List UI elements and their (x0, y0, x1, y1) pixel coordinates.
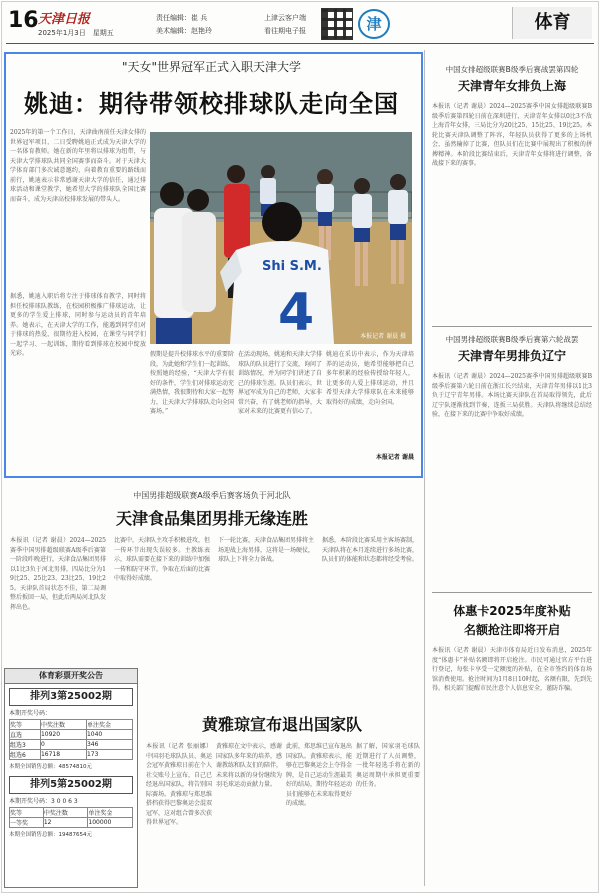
lottery-panel (4, 668, 138, 888)
lead-column-4: 姚迪在采访中表示，作为天津培养的运动员，她希望能够把自己多年积累的经验传授给年轻人，让更多的人爱上排球运动，并且希望天津大学排球队在未来能够取得好的成绩，走向全国。 (326, 351, 414, 406)
bottom-column-3: 此前，郑思维已宣布退出国家队。黄雅琼表示，能够在巴黎奥运会上夺得金牌，是自己运动生涯最美好的结局，期待年轻运动员们能够在未来取得更好的成绩。 (286, 743, 352, 807)
lead-byline: 本报记者 谢晨 (375, 454, 414, 461)
right-column-3 (428, 602, 596, 882)
story1-kicker: 中国女排超级联赛B级季后赛战罢第四轮 (445, 65, 579, 74)
mid-kicker: 中国男排超级联赛A级季后赛客场负于河北队 (133, 491, 291, 500)
mid-column-3: 下一轮比赛，天津食品集团男排将主场迎战上海男排，这将是一场硬仗，球队上下将全力备战。 (218, 537, 314, 563)
mid-column-1: 本报讯（记者 谢晨）2024—2025赛季中国男排超级联赛A级季后赛第一阶段昨晚进行，天津食品集团男排以1比3负于河北男排，四局比分为19比25、25比23、23比25、19比25。天津队首局状态不佳，第二局调整后扳回一局，但此后两局河北队发挥出色。 (10, 537, 106, 611)
bottom-headline: 黄雅琼宣布退出国家队 (201, 715, 362, 734)
photo-illustration (150, 132, 412, 344)
story3-headline-2: 名额抢注即将开启 (463, 623, 560, 637)
jin-logo-icon: 津 (358, 9, 390, 39)
qr-code-icon[interactable] (321, 8, 353, 40)
table-row: 直选 10920 1040 (10, 730, 133, 740)
table-row: 组选3 0 346 (10, 740, 133, 750)
client-line-1: 上津云客户端 (264, 14, 306, 22)
right-column-2 (428, 334, 596, 552)
lead-headline: 姚迪：期待带领校排球队走向全国 (24, 90, 399, 118)
story1-headline: 天津青年女排负上海 (457, 79, 566, 93)
lead-column-2: 假期是提升校排球水平的重要阶段，为此她和学生们一起训练，按照她的经验，“天津大学有很好的条件，学生们对排球运动充满热情，我很期待和大家一起努力，让天津大学排球队走向全国赛场。” (150, 351, 234, 415)
mid-column-2: 比赛中，天津队主攻手积极进攻，但一传环节出现失误较多。主教练表示，球队需要在接下来的训练中加强一传和防守环节，争取在后面的比赛中取得好成绩。 (114, 537, 210, 582)
p3-caption: 本期开奖号码： (9, 710, 52, 717)
right-separator-2 (432, 592, 592, 593)
lead-column-1: 2025年的第一个工作日，天津曲南前任天津女排的世界冠军项目，二日受聘姚迪正式成为天津大学的一名体育教师。她在新的年里将以排球为纽带，与天津大学排球队共同全国赛事而奋斗。对于天津大学体育部门多次诚意邀约，向着教育重要的路线而前行，姚迪表示非常感谢天津大学的信任，通过排球活动和课堂教学，她希望大学的排球队全国比赛而奋斗，成为天津高校排球发展的带头人。 (10, 129, 146, 203)
lottery-title: 体育彩票开奖公告 (5, 669, 137, 684)
table-row: 组选6 16718 173 (10, 750, 133, 760)
story2-headline: 天津青年男排负辽宁 (457, 349, 566, 363)
mid-column-4: 据悉，本阶段比赛采用主客场赛制，天津队将在本月连续进行多场比赛，队员们的体能和状态都将经受考验。 (322, 537, 418, 563)
section-title: 体育 (512, 7, 592, 39)
table-row: 奖等 中奖注数 单注奖金 (10, 720, 133, 730)
story1-body: 本报讯（记者 谢晨）2024—2025赛季中国女排超级联赛B级季后赛第四轮日前在深圳进行，天津青年女排以0比3不敌上海青年女排，三局比分为20比25、15比25、19比25。本轮比赛天津队调整了阵容，年轻队员获得了更多的上场机会，虽然输掉了比赛，但队员们在比赛中展现出了积极的拼搏精神。本阶段比赛结束后，天津青年女排将进行调整，备战接下来的赛事。 (432, 103, 592, 167)
editor-line: 责任编辑：崔 兵 (156, 14, 208, 22)
story3-body: 本报讯（记者 谢晨）天津市体育局近日发布消息，2025年度“体惠卡”补贴名额即将开启抢注。市民可通过官方平台进行登记，每张卡享受一定额度的补贴，在全市签约的体育场馆消费使用。抢注时间为1月8日10时起，名额有限，先到先得。相关部门提醒市民注意个人信息安全，谨防诈骗。 (432, 647, 592, 692)
bottom-column-2: 黄雅琼在文中表示，感谢国家队多年来的培养，感谢教练和队友们的陪伴，未来将以新的身份继续为羽毛球运动贡献力量。 (216, 743, 282, 788)
editors-block (156, 12, 236, 38)
mid-headline: 天津食品集团男排无缘连胜 (115, 509, 308, 528)
story2-body: 本报讯（记者 谢晨）2024—2025赛季中国男排超级联赛B级季后赛第六轮日前在浙江长兴结束，天津青年男排以1比3负于辽宁青年男排。本场比赛天津队在首局取得领先，此后辽宁队逐渐找到节奏，连扳三局获胜。天津队将继续总结经验，在接下来的比赛中争取好成绩。 (432, 373, 592, 418)
table-row: 奖等 中奖注数 单注奖金 (10, 808, 133, 818)
page-number: 16 (8, 8, 39, 33)
lead-column-1b: 据悉，姚迪入职后将专注于排球体育教学，同时将担任校排球队教练，在校园积极推广排球运动，让更多的学生爱上排球，同时参与运动员的青年培养。她表示，在天津大学的工作，能遇到同学们对于排球的热爱，很期待进入校园，在课堂与同学们一起学习、一起训练，期待看到排球在校园中绽放光彩。 (10, 293, 146, 357)
page-header (6, 4, 594, 44)
table-row: 一等奖 12 100000 (10, 818, 133, 828)
jersey-name: Shi S.M. (262, 259, 322, 274)
right-separator-1 (432, 326, 592, 327)
column-rule (424, 50, 425, 886)
lead-kicker: "天女"世界冠军正式入职天津大学 (121, 60, 302, 74)
p3-note: 本期全国销售总额：48574810元 (9, 764, 92, 770)
art-editor-line: 美术编辑：赵艳玲 (156, 27, 212, 35)
bottom-column-4: 据了解，国家羽毛球队近期进行了人员调整，一批年轻选手将在新的奥运周期中承担更重要的任务。 (356, 743, 420, 788)
issue-date: 2025年1月3日 星期五 (38, 29, 114, 37)
p5-note: 本期全国销售总额：19487654元 (9, 832, 92, 838)
story3-headline-1: 体惠卡2025年度补贴 (453, 604, 571, 618)
jersey-number: 4 (278, 283, 315, 343)
p5-table (9, 807, 133, 828)
lead-column-3: 在活动现场，姚迪和天津大学排球队的队员进行了交流，询问了训练情况，并为同学们讲述了自己的排球生涯。队员们表示，世界冠军成为自己的老师，大家非常兴奋，有了姚老师的指导，大家对未来的比赛更有信心了。 (238, 351, 322, 415)
masthead: 天津日报 (38, 12, 91, 27)
client-line-2: 看往期电子报 (264, 27, 306, 35)
p5-caption: 本期开奖号码：3 0 0 6 3 (9, 798, 78, 805)
p5-title: 排列5第25002期 (9, 776, 133, 794)
client-block (264, 12, 326, 38)
bottom-column-1: 本报讯（记者 张丽娜）中国羽毛球队队员、奥运会冠军黄雅琼日前在个人社交账号上宣布，自己已经退出国家队，将告别国际赛场。黄雅琼与郑思维搭档获得巴黎奥运会混双冠军，这对组合曾多次获得世界冠军。 (146, 743, 212, 826)
right-column (428, 52, 596, 294)
p3-table (9, 719, 133, 760)
volleyball-team-photo (150, 132, 412, 344)
p3-title: 排列3第25002期 (9, 688, 133, 706)
photo-caption: 本报记者 谢晨 摄 (360, 333, 406, 340)
story2-kicker: 中国男排超级联赛B级季后赛第六轮战罢 (445, 335, 579, 344)
